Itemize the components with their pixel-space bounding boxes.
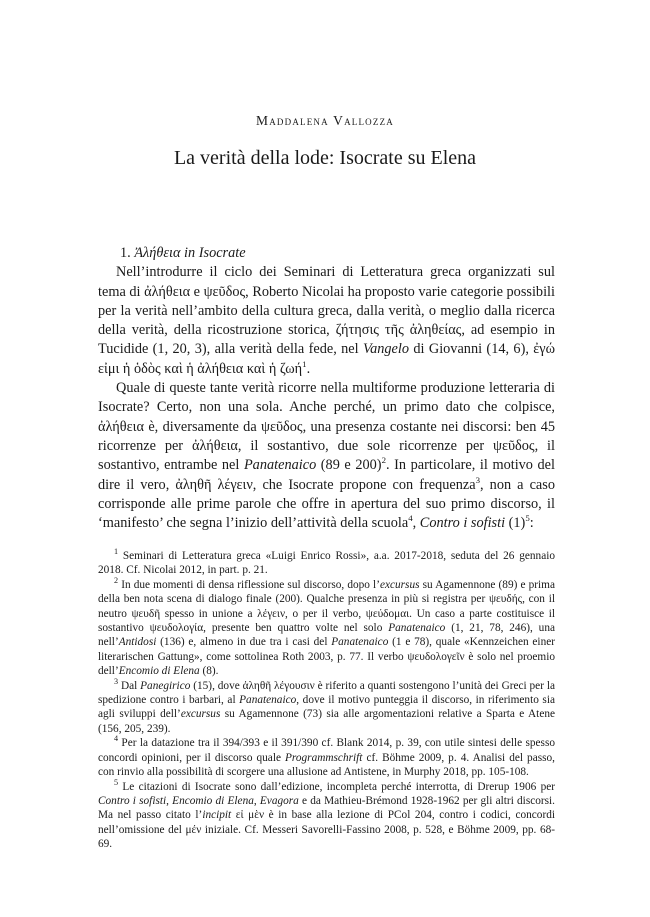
paragraph-1: Nell’introdurre il ciclo dei Seminari di Letteratura greca organizzati sul tema di ἀλήθεια e ψεῦδος, Roberto Nicolai ha proposto varie categorie possibili per la verità nell’ambito della cultura greca, dalla verità, o meglio dalla ricerca della verità, della ricostruzione storica, ζήτησις τῆς ἀληθείας, ad esempio in Tucidide (1, 20, 3), alla verità della fede, nel Vangelo di Giovanni (14, 6), ἐγώ εἰμι ἡ ὁδὸς καὶ ἡ ἀλήθεια καὶ ἡ ζωή$^1$. — [98, 264, 555, 377]
paragraph-2: Quale di queste tante verità ricorre nella multiforme produzione letteraria di Isocrate? Certo, non una sola. Anche perché, un primo dato che colpisce, ἀλήθεια è, diversamente da ψεῦδος, una presenza costante nei discorsi: ben 45 ricorrenze per ἀλήθεια, il sostantivo, due sole ricorrenze per ψεῦδος, il sostantivo, entrambe nel Panatenaico (89 e 200)$^2$. In particolare, il motivo del dire il vero, ἀληθῆ λέγειν, che Isocrate propone con frequenza$^3$, non a caso corrisponde alle prime parole che offre in apertura del suo primo discorso, il ‘manifesto’ che segna l’inizio dell’attività della scuola$^4$, Contro i sofisti $(1)^5$: — [98, 380, 556, 532]
footnotes — [98, 549, 555, 852]
footnote-2: $^2$ In due momenti di densa riflessione sul discorso, dopo l’excursus su Agamennone (89) e prima della ben nota scena di dialogo finale (200). Qualche presenza in più si registra per ψευδής, con il neutro ψευδῆ spesso in unione a λέγειν, o per il verbo, ψεύδομαι. Un caso a parte costituisce il sostantivo ψευδολογία, presente ben quattro volte nel solo Panatenaico (1, 21, 78, 246), una nell’Antidosi (136) e, almeno in due tra i casi del Panatenaico (1 e 78), quale «Kennzeichen einer literarischen Gattung», come sottolinea Roth 2003, p. 77. Il verbo ψευδολογεῖν è solo nel proemio dell’Encomio di Elena (8). — [98, 576, 555, 677]
author-name: Maddalena Vallozza — [256, 113, 394, 128]
section-heading — [98, 244, 555, 263]
section-number: 1. — [120, 245, 131, 261]
article-title: La verità della lode: Isocrate su Elena — [173, 147, 477, 169]
body-text — [98, 244, 555, 533]
footnote-3: $^3$ Dal Panegirico (15), dove ἀληθῆ λέγουσιν è riferito a quanti sostengono l’unità dei Greci per la spedizione contro i barbari, al Panatenaico, dove il motivo punteggia il discorso, in riferimento sia agli sviluppi dell’excursus su Agamennone (73) sia alle argomentazioni relative a Sparta e Atene (156, 205, 239). — [98, 676, 555, 735]
footnote-4: $^4$ Per la datazione tra il 394/393 e il 391/390 cf. Blank 2014, p. 39, con utile sintesi delle spesso concordi opinioni, per il discorso quale Programmschrift cf. Böhme 2009, p. 4. Analisi del passo, con rinvio alla possibilità di scorgere una allusione ad Antistene, in Murphy 2018, pp. 105-108. — [98, 734, 555, 778]
section-title-rest: in Isocrate — [180, 245, 246, 261]
section-title-greek: Ἀλήθεια — [134, 245, 181, 261]
footnote-5: $^5$ Le citazioni di Isocrate sono dall’edizione, incompleta perché interrotta, di Drerup 1906 per Contro i sofisti, Encomio di Elena, Evagora e da Mathieu-Brémond 1928-1962 per gli altri discorsi. Ma nel passo citato l’incipit εἰ μὲν è in base alla lezione di PCol 204, contro i codici, concordi nell’omissione del μέν iniziale. Cf. Messeri Savorelli-Fassino 2008, p. 528, e Böhme 2009, pp. 68-69. — [98, 777, 555, 850]
footnote-1: $^1$ Seminari di Letteratura greca «Luigi Enrico Rossi», a.a. 2017-2018, seduta del 26 gennaio 2018. Cf. Nicolai 2012, in part. p. 21. — [98, 547, 555, 577]
